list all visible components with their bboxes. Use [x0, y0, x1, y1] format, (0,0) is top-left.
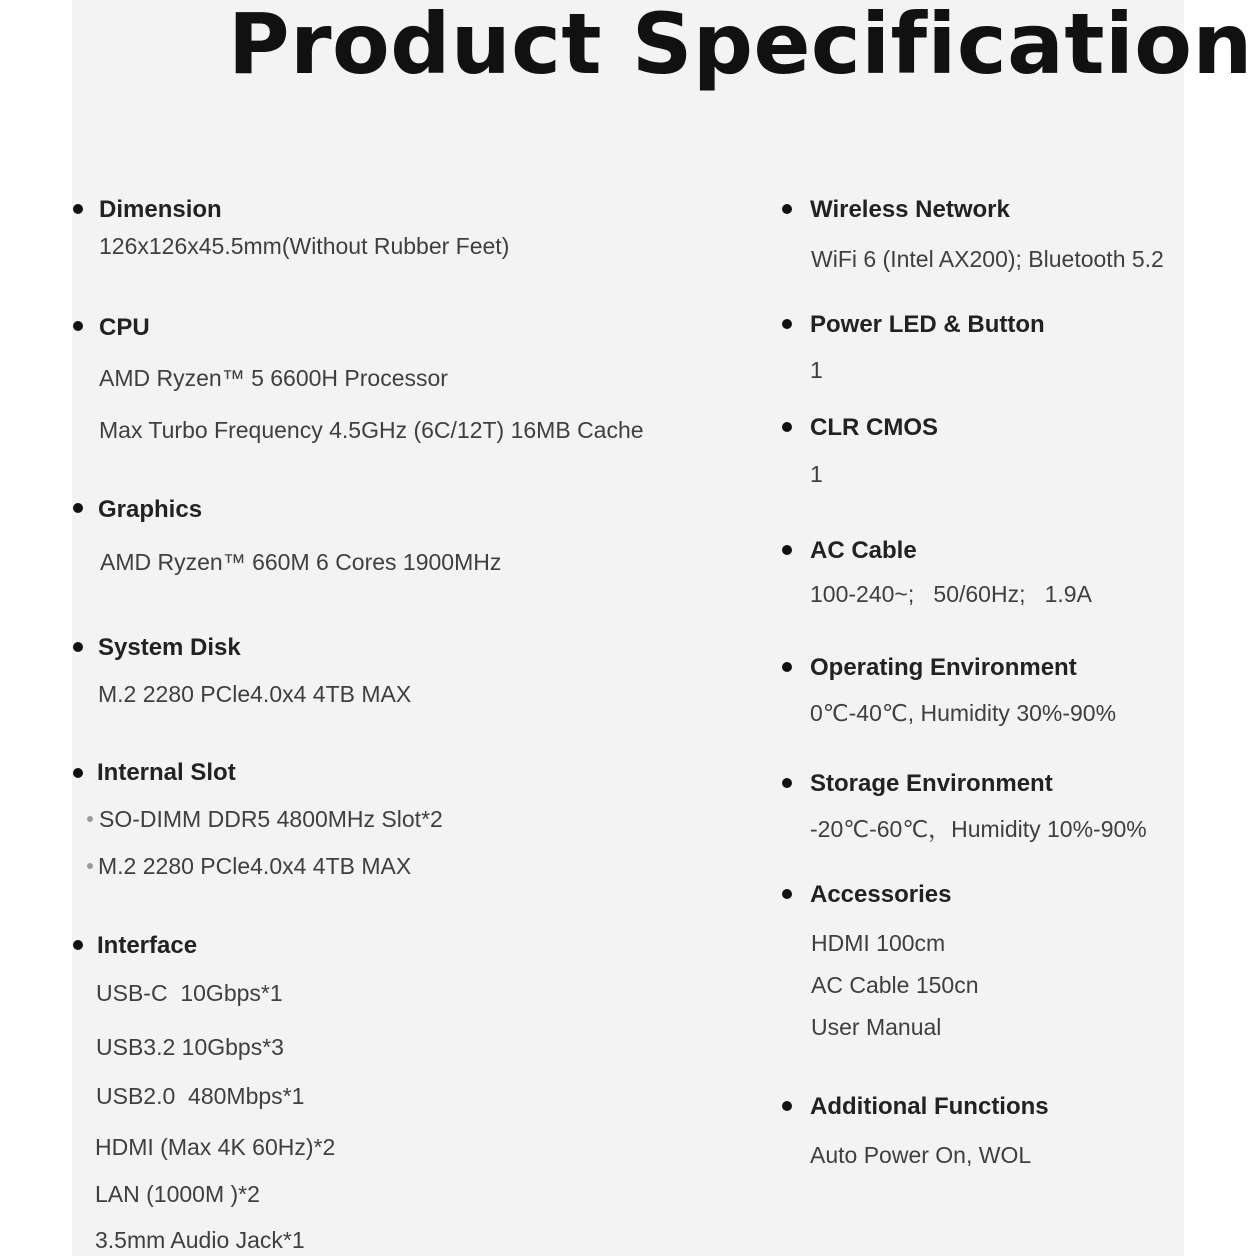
accessories-line: HDMI 100cm	[811, 930, 946, 956]
cpu-heading: CPU	[99, 314, 150, 341]
bullet-icon	[73, 768, 83, 778]
dimension-value: 126x126x45.5mm(Without Rubber Feet)	[99, 233, 510, 259]
interface-line: HDMI (Max 4K 60Hz)*2	[95, 1134, 336, 1160]
bullet-icon	[782, 1101, 792, 1111]
spec-panel	[72, 0, 1184, 1256]
clr-cmos-heading: CLR CMOS	[810, 414, 938, 441]
clr-cmos-value: 1	[810, 461, 823, 487]
bullet-icon	[73, 642, 83, 652]
sub-bullet-icon	[87, 863, 93, 869]
wireless-heading: Wireless Network	[810, 196, 1010, 223]
additional-value: Auto Power On, WOL	[810, 1142, 1032, 1168]
internal-slot-heading: Internal Slot	[97, 759, 236, 786]
wireless-value: WiFi 6 (Intel AX200); Bluetooth 5.2	[811, 246, 1164, 272]
interface-line: USB3.2 10Gbps*3	[96, 1034, 284, 1060]
interface-line: USB2.0 480Mbps*1	[96, 1083, 305, 1109]
operating-env-heading: Operating Environment	[810, 654, 1077, 681]
page-title: Product Specification	[228, 0, 1253, 93]
additional-heading: Additional Functions	[810, 1093, 1049, 1120]
bullet-icon	[73, 204, 83, 214]
bullet-icon	[782, 319, 792, 329]
dimension-heading: Dimension	[99, 196, 222, 223]
storage-env-value: -20℃-60℃，Humidity 10%-90%	[810, 816, 1147, 842]
system-disk-heading: System Disk	[98, 634, 241, 661]
storage-env-heading: Storage Environment	[810, 770, 1053, 797]
bullet-icon	[782, 545, 792, 555]
bullet-icon	[73, 503, 83, 513]
accessories-heading: Accessories	[810, 881, 952, 908]
ac-cable-heading: AC Cable	[810, 537, 917, 564]
cpu-line: Max Turbo Frequency 4.5GHz (6C/12T) 16MB Cache	[99, 417, 644, 443]
graphics-value: AMD Ryzen™ 660M 6 Cores 1900MHz	[100, 549, 502, 575]
bullet-icon	[782, 778, 792, 788]
bullet-icon	[782, 662, 792, 672]
graphics-heading: Graphics	[98, 496, 203, 523]
internal-slot-line: SO-DIMM DDR5 4800MHz Slot*2	[99, 806, 443, 832]
power-led-heading: Power LED & Button	[810, 311, 1045, 338]
bullet-icon	[73, 321, 83, 331]
accessories-line: AC Cable 150cn	[811, 972, 979, 998]
interface-line: LAN (1000M )*2	[95, 1181, 260, 1207]
internal-slot-line: M.2 2280 PCle4.0x4 4TB MAX	[98, 853, 412, 879]
bullet-icon	[782, 889, 792, 899]
interface-line: 3.5mm Audio Jack*1	[95, 1227, 305, 1253]
interface-line: USB-C 10Gbps*1	[96, 980, 283, 1006]
interface-heading: Interface	[97, 932, 198, 959]
bullet-icon	[73, 940, 83, 950]
bullet-icon	[782, 422, 792, 432]
operating-env-value: 0℃-40℃, Humidity 30%-90%	[810, 700, 1117, 726]
bullet-icon	[782, 204, 792, 214]
power-led-value: 1	[810, 357, 823, 383]
sub-bullet-icon	[87, 816, 93, 822]
cpu-line: AMD Ryzen™ 5 6600H Processor	[99, 365, 448, 391]
ac-cable-value: 100-240~; 50/60Hz; 1.9A	[810, 581, 1092, 607]
system-disk-value: M.2 2280 PCle4.0x4 4TB MAX	[98, 681, 412, 707]
accessories-line: User Manual	[811, 1014, 942, 1040]
